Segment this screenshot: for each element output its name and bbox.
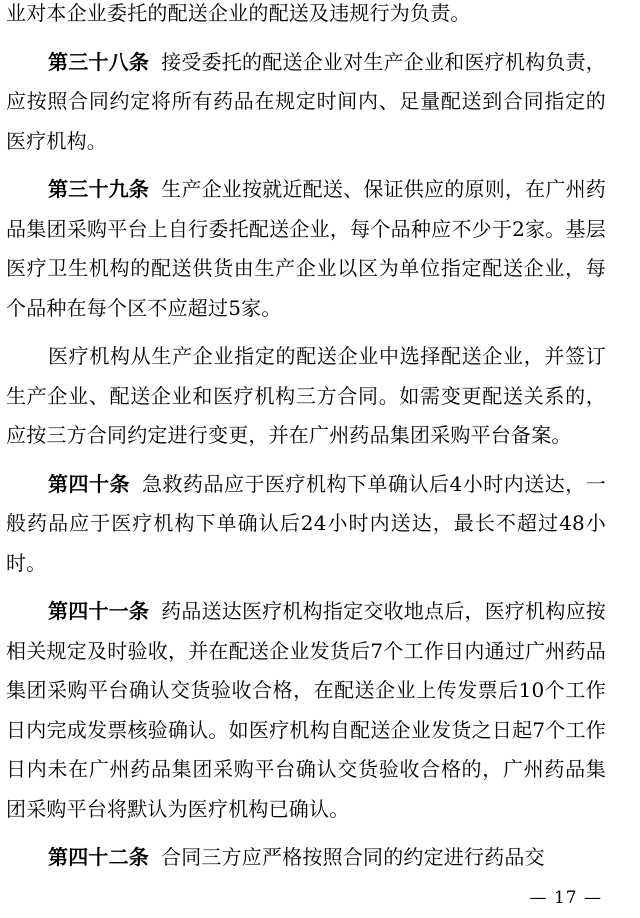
paragraph-text: 医疗机构从生产企业指定的配送企业中选择配送企业，并签订生产企业、配送企业和医疗机构三方合同。如需变更配送关系的，应按三方合同约定进行变更，并在广州药品集团采购平台备案。 (6, 344, 606, 447)
paragraph-continuation (6, 0, 606, 34)
article-39 (6, 170, 606, 328)
page-number: — 17 — (529, 888, 602, 908)
article-42 (6, 838, 606, 878)
article-heading: 第三十八条 (48, 49, 150, 74)
article-text: 接受委托的配送企业对生产企业和医疗机构负责，应按照合同约定将所有药品在规定时间内、足量配送到合同指定的医疗机构。 (6, 49, 607, 153)
article-heading: 第三十九条 (48, 177, 150, 201)
article-heading: 第四十条 (48, 471, 131, 496)
article-heading: 第四十一条 (48, 599, 150, 623)
article-40 (6, 465, 606, 584)
article-text: 合同三方应严格按照合同的约定进行药品交 (161, 845, 545, 869)
article-41 (6, 592, 606, 829)
paragraph-text: 业对本企业委托的配送企业的配送及违规行为负责。 (6, 1, 471, 25)
article-text: 药品送达医疗机构指定交收地点后，医疗机构应按相关规定及时验收，并在配送企业发货后7个工作日内通过广州药品集团采购平台确认交货验收合格，在配送企业上传发票后10个工作日内完成发票核验确认。如医疗机构自配送企业发货之日起7个工作日内未在广州药品集团采购平台确认交货验收合格的，广州药品集团采购平台将默认为医疗机构已确认。 (6, 599, 607, 821)
article-heading: 第四十二条 (48, 845, 149, 869)
paragraph-contract (6, 337, 606, 456)
article-38 (6, 43, 606, 162)
article-text: 生产企业按就近配送、保证供应的原则，在广州药品集团采购平台上自行委托配送企业，每个品种应不少于2家。基层医疗卫生机构的配送供货由生产企业以区为单位指定配送企业，每个品种在每个区不应超过5家。 (6, 177, 607, 320)
article-text: 急救药品应于医疗机构下单确认后4小时内送达，一般药品应于医疗机构下单确认后24小时内送达，最长不超过48小时。 (6, 471, 606, 575)
document-page (6, 0, 606, 918)
